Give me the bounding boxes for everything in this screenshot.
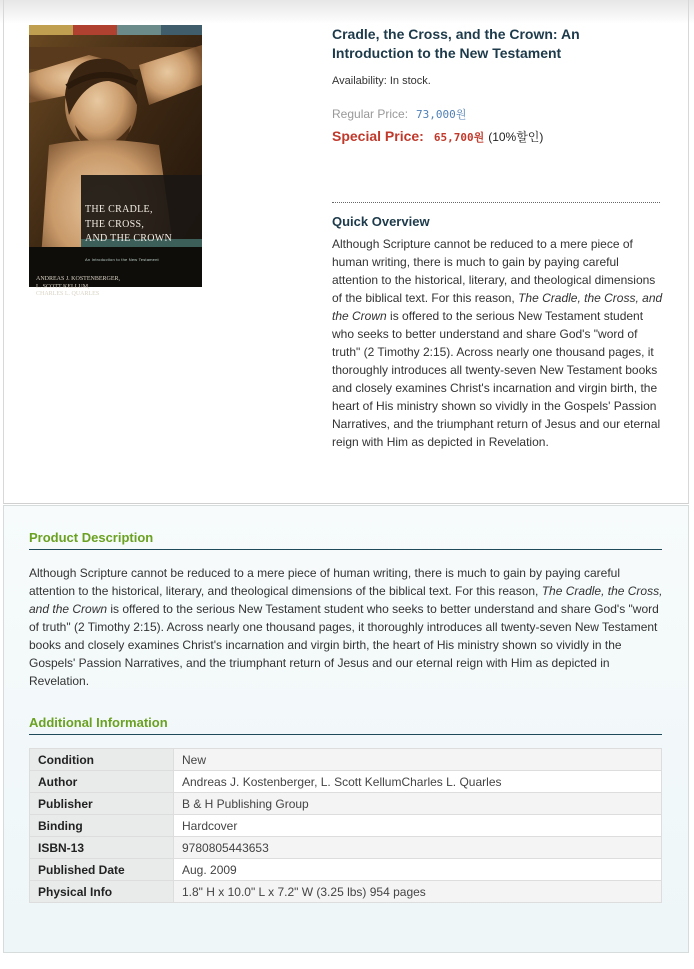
cover-subtitle-text: An Introduction to the New Testament bbox=[85, 257, 159, 262]
cover-title-text: THE CRADLE, THE CROSS, AND THE CROWN bbox=[85, 204, 173, 244]
quick-overview-heading: Quick Overview bbox=[332, 214, 430, 229]
info-value: Aug. 2009 bbox=[174, 859, 662, 881]
info-label: Binding bbox=[30, 815, 174, 837]
info-value: B & H Publishing Group bbox=[174, 793, 662, 815]
regular-price-row bbox=[332, 106, 466, 122]
table-row bbox=[30, 859, 662, 881]
table-row bbox=[30, 771, 662, 793]
product-description-heading: Product Description bbox=[29, 530, 154, 545]
additional-information-heading: Additional Information bbox=[29, 715, 168, 730]
product-title: Cradle, the Cross, and the Crown: An Introduction to the New Testament bbox=[332, 26, 580, 61]
regular-price-label: Regular Price: bbox=[332, 107, 409, 121]
dotted-divider bbox=[332, 202, 660, 203]
info-label: Author bbox=[30, 771, 174, 793]
info-value: 9780805443653 bbox=[174, 837, 662, 859]
info-label: Published Date bbox=[30, 859, 174, 881]
info-label: Physical Info bbox=[30, 881, 174, 903]
info-value: Hardcover bbox=[174, 815, 662, 837]
description-divider bbox=[29, 549, 662, 550]
info-label: ISBN-13 bbox=[30, 837, 174, 859]
info-value: 1.8" H x 10.0" L x 7.2" W (3.25 lbs) 954 pages bbox=[174, 881, 662, 903]
product-description-text: Although Scripture cannot be reduced to a mere piece of human writing, there is much to gain by paying careful attention to the historical, literary, and theological dimensions of the biblical text. For this reason, The Cradle, the Cross, and the Crown is offered to the serious New Testament student who seeks to better understand and share God's "word of truth" (2 Timothy 2:15). Across nearly one thousand pages, it thoroughly introduces all twenty-seven New Testament books and closely examines Christ's incarnation and virgin birth, the heart of His ministry shown so vividly in the Gospels' Passion Narratives, and the triumphant return of Jesus and our eternal reign with Him as depicted in Revelation. bbox=[29, 566, 663, 688]
table-row bbox=[30, 837, 662, 859]
table-row bbox=[30, 881, 662, 903]
special-price-row bbox=[332, 128, 543, 145]
quick-overview-text: Although Scripture cannot be reduced to a mere piece of human writing, there is much to gain by paying careful attention to the historical, literary, and theological dimensions of the biblical text. For this reason, The Cradle, the Cross, and the Crown is offered to the serious New Testament student who seeks to better understand and share God's "word of truth" (2 Timothy 2:15). Across nearly one thousand pages, it thoroughly introduces all twenty-seven New Testament books and closely examines Christ's incarnation and virgin birth, the heart of His ministry shown so vividly in the Gospels' Passion Narratives, and the triumphant return of Jesus and our eternal reign with Him as depicted in Revelation. bbox=[332, 237, 663, 449]
special-price-label: Special Price: bbox=[332, 128, 424, 144]
book-cover-image[interactable] bbox=[29, 25, 202, 297]
regular-price-value: 73,000원 bbox=[416, 108, 467, 121]
table-row bbox=[30, 749, 662, 771]
additional-info-table bbox=[29, 748, 662, 903]
special-price-value: 65,700원 bbox=[433, 131, 485, 144]
info-label: Publisher bbox=[30, 793, 174, 815]
discount-badge: (10%할인) bbox=[488, 130, 544, 144]
info-value: Andreas J. Kostenberger, L. Scott KellumCharles L. Quarles bbox=[174, 771, 662, 793]
info-value: New bbox=[174, 749, 662, 771]
info-label: Condition bbox=[30, 749, 174, 771]
table-row bbox=[30, 793, 662, 815]
cover-authors-text: ANDREAS J. KOSTENBERGER, L. SCOTT KELLUM, CHARLES L. QUARLES bbox=[36, 276, 121, 297]
table-row bbox=[30, 815, 662, 837]
additional-divider bbox=[29, 734, 662, 735]
cover-artwork bbox=[29, 25, 202, 287]
availability-status: Availability: In stock. bbox=[332, 75, 431, 87]
